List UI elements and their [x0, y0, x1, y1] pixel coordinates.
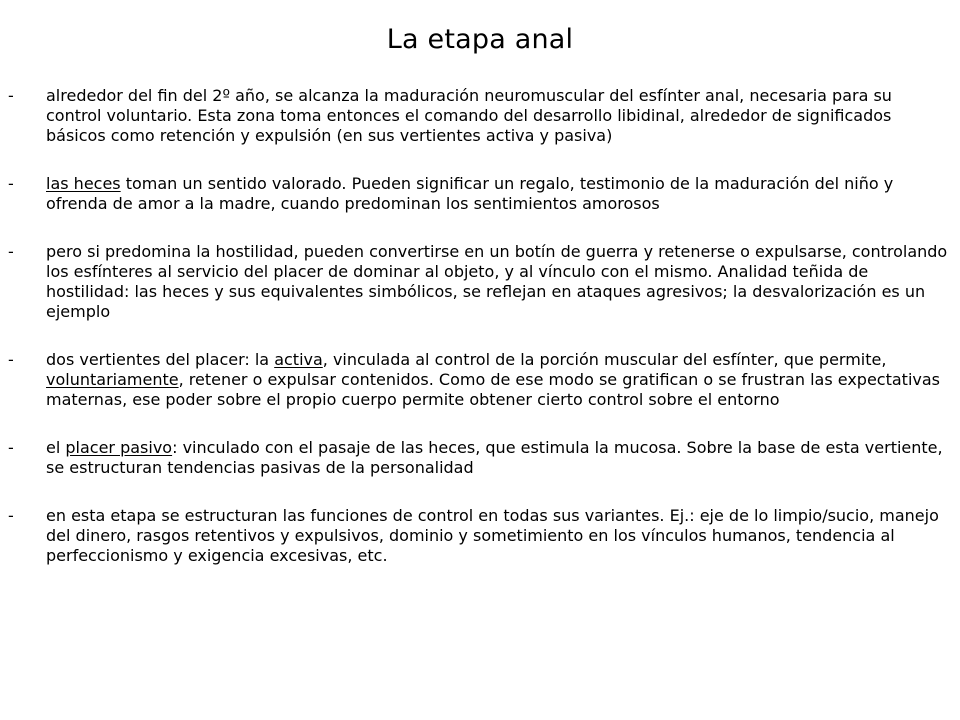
bullet-marker: -: [8, 350, 14, 369]
bullet-text: pero si predomina la hostilidad, pueden convertirse en un botín de guerra y retenerse o expulsarse, controlando los esfínteres al servicio del placer de dominar al objeto, y al vínculo con el mismo. Analidad teñida de hostilidad: las heces y sus equivalentes simbólicos, se reflejan en ataques agresivos; la desvalorización es un ejemplo: [46, 242, 948, 321]
underlined-term-las-heces: las heces: [46, 174, 121, 193]
bullet-item-6: [8, 506, 952, 566]
underlined-term-voluntariamente: voluntariamente: [46, 370, 179, 389]
bullet-marker: -: [8, 242, 14, 261]
bullet-marker: -: [8, 506, 14, 525]
bullet-marker: -: [8, 174, 14, 193]
bullet-text: alrededor del fin del 2º año, se alcanza la maduración neuromuscular del esfínter anal, necesaria para su control voluntario. Esta zona toma entonces el comando del desarrollo libidinal, alrededor de significados básicos como retención y expulsión (en sus vertientes activa y pasiva): [46, 86, 892, 145]
underlined-term-placer-pasivo: placer pasivo: [65, 438, 173, 457]
bullet-marker: -: [8, 86, 14, 105]
bullet-marker: -: [8, 438, 14, 457]
bullet-item-2: [8, 174, 952, 214]
bullet-text: en esta etapa se estructuran las funciones de control en todas sus variantes. Ej.: eje de lo limpio/sucio, manejo del dinero, rasgos retentivos y expulsivos, dominio y sometimiento en los vínculos humanos, tendencia al perfeccionismo y exigencia excesivas, etc.: [46, 506, 939, 565]
bullet-list: [8, 86, 952, 594]
bullet-text-part: : vinculado con el pasaje de las heces, que estimula la mucosa. Sobre la base de esta vertiente, se estructuran tendencias pasivas de la personalidad: [46, 438, 943, 477]
bullet-item-5: [8, 438, 952, 478]
underlined-term-activa: activa: [274, 350, 323, 369]
bullet-item-4: [8, 350, 952, 410]
bullet-text-part: dos vertientes del placer: la: [46, 350, 275, 369]
bullet-item-3: [8, 242, 952, 322]
bullet-text-part: , retener o expulsar contenidos. Como de ese modo se gratifican o se frustran las expectativas maternas, ese poder sobre el propio cuerpo permite obtener cierto control sobre el entorno: [46, 370, 940, 409]
bullet-text-part: , vinculada al control de la porción muscular del esfínter, que permite,: [322, 350, 887, 369]
bullet-text: toman un sentido valorado. Pueden significar un regalo, testimonio de la maduración del niño y ofrenda de amor a la madre, cuando predominan los sentimientos amorosos: [46, 174, 894, 213]
bullet-text-part: el: [46, 438, 66, 457]
slide-title: La etapa anal: [386, 24, 574, 55]
bullet-item-1: [8, 86, 952, 146]
